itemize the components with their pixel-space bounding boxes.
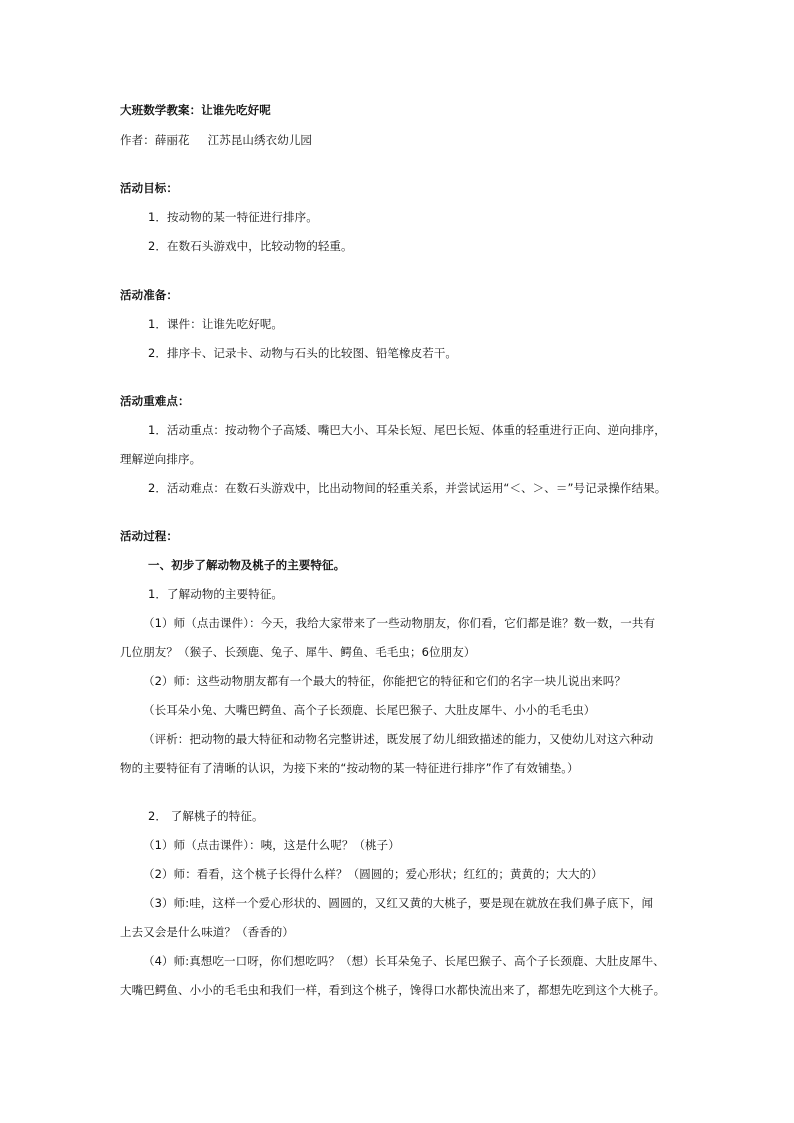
process-subheading: 2． 了解桃子的特征。	[148, 809, 264, 823]
goal-item: 2．在数石头游戏中，比较动物的轻重。	[148, 239, 353, 253]
paragraph-line: （3）师:哇，这样一个爱心形状的、圆圆的，又红又黄的大桃子，要是现在就放在我们鼻子底下，闻	[143, 896, 654, 910]
comment-line: （评析：把动物的最大特征和动物名完整讲述，既发展了幼儿细致描述的能力，又使幼儿对这六种动	[143, 732, 654, 746]
comment-line: 物的主要特征有了清晰的认识，为接下来的“按动物的某一特征进行排序”作了有效铺垫。）	[120, 761, 579, 775]
paragraph-line: （2）师：这些动物朋友都有一个最大的特征，你能把它的特征和它们的名字一块儿说出来吗？	[143, 674, 627, 688]
process-section-title: 一、初步了解动物及桃子的主要特征。	[148, 558, 346, 572]
paragraph-line: （1）师（点击课件）：今天，我给大家带来了一些动物朋友，你们看，它们都是谁？数一数，一共有	[143, 616, 656, 630]
author-name: 薛丽花	[154, 133, 190, 147]
prep-item: 1．课件：让谁先吃好呢。	[148, 317, 284, 331]
goals-heading: 活动目标：	[120, 181, 178, 195]
keypoints-heading: 活动重难点：	[120, 394, 190, 408]
paragraph-line: 几位朋友？（猴子、长颈鹿、兔子、犀牛、鳄鱼、毛毛虫；6位朋友）	[120, 645, 476, 659]
paragraph-line: （长耳朵小兔、大嘴巴鳄鱼、高个子长颈鹿、长尾巴猴子、大肚皮犀牛、小小的毛毛虫）	[143, 703, 596, 717]
author-line	[120, 132, 312, 148]
author-org: 江苏昆山绣衣幼儿园	[207, 133, 313, 147]
keypoint-item: 2．活动难点：在数石头游戏中，比出动物间的轻重关系，并尝试运用“＜、＞、＝”号记录操作结果。	[148, 481, 667, 495]
prep-item: 2．排序卡、记录卡、动物与石头的比较图、铅笔橡皮若干。	[148, 346, 458, 360]
keypoint-item-line: 理解逆向排序。	[120, 452, 202, 466]
paragraph-line: 大嘴巴鳄鱼、小小的毛毛虫和我们一样，看到这个桃子，馋得口水都快流出来了，都想先吃到这个大桃子。	[120, 983, 666, 997]
paragraph-line: （2）师：看看，这个桃子长得什么样？（圆圆的；爱心形状；红红的；黄黄的；大大的）	[143, 867, 603, 881]
paragraph-line: 上去又会是什么味道？（香香的）	[120, 925, 294, 939]
keypoint-item-line: 1．活动重点：按动物个子高矮、嘴巴大小、耳朵长短、尾巴长短、体重的轻重进行正向、逆向排序，	[148, 423, 666, 437]
prep-heading: 活动准备：	[120, 288, 178, 302]
author-label: 作者：	[120, 133, 155, 147]
goal-item: 1．按动物的某一特征进行排序。	[148, 210, 318, 224]
document-title: 大班数学教案：让谁先吃好呢	[120, 103, 271, 117]
process-subheading: 1．了解动物的主要特征。	[148, 587, 284, 601]
process-heading: 活动过程：	[120, 529, 178, 543]
paragraph-line: （4）师:真想吃一口呀，你们想吃吗？（想）长耳朵兔子、长尾巴猴子、高个子长颈鹿、大肚皮犀牛、	[143, 954, 665, 968]
paragraph-line: （1）师（点击课件）：咦，这是什么呢？（桃子）	[143, 838, 400, 852]
